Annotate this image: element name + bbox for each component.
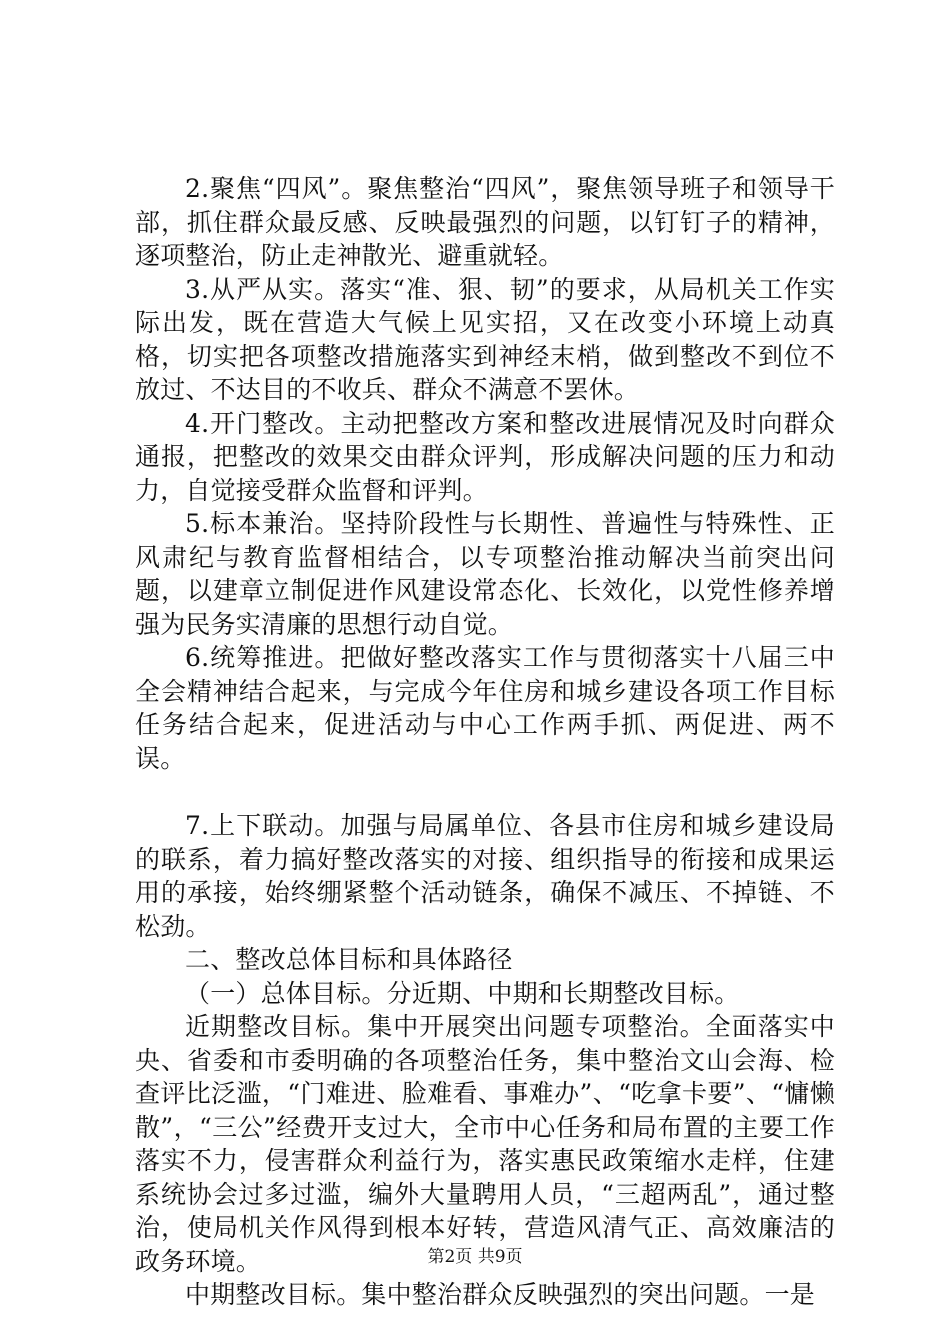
paragraph-open-rectification: 4.开门整改。主动把整改方案和整改进展情况及时向群众通报，把整改的效果交由群众评判，形成解决问题的压力和动力，自觉接受群众监督和评判。 (135, 408, 835, 505)
subsection-heading-overall-goals: （一）总体目标。分近期、中期和长期整改目标。 (185, 978, 740, 1008)
paragraph-strict-and-practical: 3.从严从实。落实“准、狠、韧”的要求，从局机关工作实际出发，既在营造大气候上见实招，又在改变小环境上动真格，切实把各项整改措施落实到神经末梢，做到整改不到位不放过、不达目的不收兵、群众不满意不罢休。 (135, 274, 835, 404)
paragraph-focus-four-winds: 2.聚焦“四风”。聚焦整治“四风”，聚焦领导班子和领导干部，抓住群众最反感、反映最强烈的问题，以钉钉子的精神，逐项整治，防止走神散光、避重就轻。 (135, 174, 835, 270)
page-number-footer: 第2页 共9页 (427, 1247, 523, 1267)
paragraph-address-root-and-symptoms: 5.标本兼治。坚持阶段性与长期性、普遍性与特殊性、正风肃纪与教育监督相结合，以专项整治推动解决当前突出问题，以建章立制促进作风建设常态化、长效化，以党性修养增强为民务实清廉的思想行动自觉。 (135, 509, 835, 639)
paragraph-coordinated-advance: 6.统筹推进。把做好整改落实工作与贯彻落实十八届三中全会精神结合起来，与完成今年住房和城乡建设各项工作目标任务结合起来，促进活动与中心工作两手抓、两促进、两不误。 (135, 643, 835, 773)
document-body (135, 172, 835, 1312)
paragraph-linkage: 7.上下联动。加强与局属单位、各县市住房和城乡建设局的联系，着力搞好整改落实的对接、组织指导的衔接和成果运用的承接，始终绷紧整个活动链条，确保不减压、不掉链、不松劲。 (135, 811, 835, 941)
section-heading-goals-and-paths: 二、整改总体目标和具体路径 (185, 945, 513, 974)
paragraph-near-term-goals: 近期整改目标。集中开展突出问题专项整治。全面落实中央、省委和市委明确的各项整治任务，集中整治文山会海、检查评比泛滥，“门难进、脸难看、事难办”、“吃拿卡要”、“慵懒散”，“三公”经费开支过大，全市中心任务和局布置的主要工作落实不力，侵害群众利益行为，落实惠民政策缩水走样，住建系统协会过多过滥，编外大量聘用人员，“三超两乱”，通过整治，使局机关作风得到根本好转，营造风清气正、高效廉洁的政务环境。 (135, 1012, 835, 1276)
paragraph-mid-term-goals: 中期整改目标。集中整治群众反映强烈的突出问题。一是 (185, 1280, 816, 1309)
